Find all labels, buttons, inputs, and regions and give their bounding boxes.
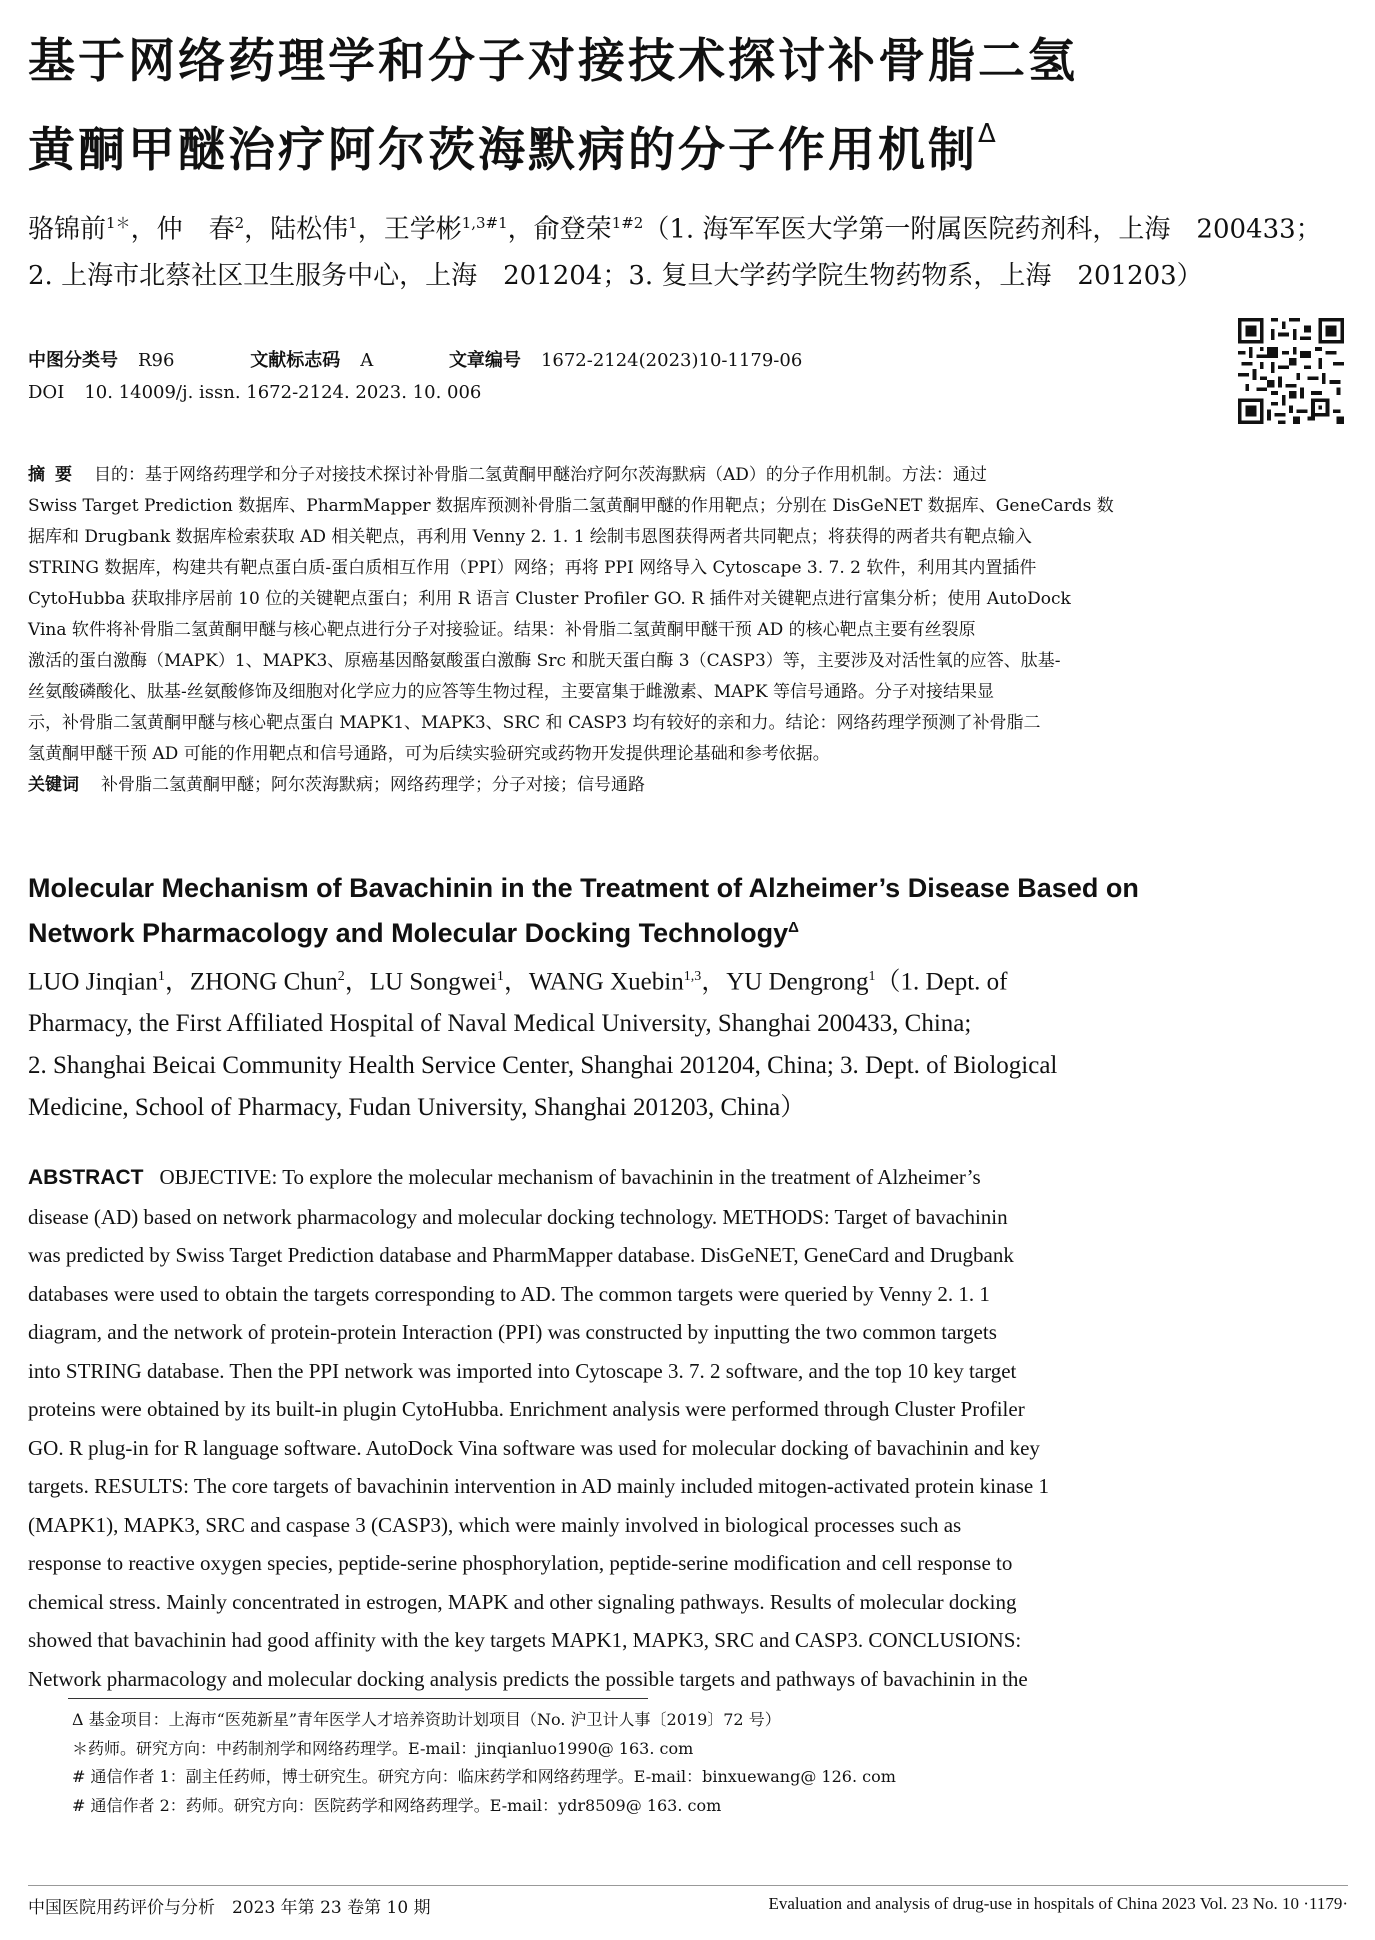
english-title xyxy=(28,868,1358,953)
article-meta xyxy=(28,345,802,409)
abstract-cn-line: Swiss Target Prediction 数据库、PharmMapper 数据库预测补骨脂二氢黄酮甲醚的作用靶点；分别在 DisGeNET 数据库、GeneCards 数 xyxy=(28,496,1114,516)
chinese-affiliation-start: （1. 海军军医大学第一附属医院药剂科，上海 200433； xyxy=(643,214,1322,245)
abstract-en-line: chemical stress. Mainly concentrated in estrogen, MAPK and other signaling pathways. Results of molecular docking xyxy=(28,1589,1017,1614)
abstract-cn-line: 激活的蛋白激酶（MAPK）1、MAPK3、原癌基因酪氨酸蛋白激酶 Src 和胱天蛋白酶 3（CASP3）等，主要涉及对活性氧的应答、肽基- xyxy=(28,651,1061,671)
keywords-cn-value: 补骨脂二氢黄酮甲醚；阿尔茨海默病；网络药理学；分子对接；信号通路 xyxy=(101,775,645,795)
abstract-cn-label: 摘要 xyxy=(28,465,82,485)
article-no-label: 文章编号 xyxy=(448,350,521,371)
abstract-cn-line: 丝氨酸磷酸化、肽基-丝氨酸修饰及细胞对化学应力的应答等生物过程，主要富集于雌激素、MAPK 等信号通路。分子对接结果显 xyxy=(28,682,994,702)
abstract-en-line: diagram, and the network of protein-protein Interaction (PPI) was constructed by inputting the two common targets xyxy=(28,1320,997,1344)
qr-code-icon[interactable] xyxy=(1238,318,1344,424)
keywords-cn xyxy=(28,770,1348,801)
abstract-en-line: databases were used to obtain the targets corresponding to AD. The common targets were queried by Venny 2. 1. 1 xyxy=(28,1281,990,1306)
chinese-abstract xyxy=(28,460,1348,801)
footer-divider xyxy=(28,1885,1348,1886)
footnotes xyxy=(72,1706,896,1820)
footnote-corresponding-2: # 通信作者 2：药师。研究方向：医院药学和网络药理学。E-mail：ydr8509@ 163. com xyxy=(72,1795,722,1815)
english-title-line-2: Network Pharmacology and Molecular Docking Technology$^\Delta$ xyxy=(28,918,799,948)
abstract-en-line: disease (AD) based on network pharmacology and molecular docking technology. METHODS: Target of bavachinin xyxy=(28,1204,1008,1229)
meta-row-classification xyxy=(28,345,802,377)
keywords-cn-label: 关键词 xyxy=(28,775,79,795)
english-title-line-1: Molecular Mechanism of Bavachinin in the Treatment of Alzheimer’s Disease Based on xyxy=(28,873,1139,903)
chinese-authors xyxy=(28,200,1348,299)
abstract-cn-line: 氢黄酮甲醚干预 AD 可能的作用靶点和信号通路，可为后续实验研究或药物开发提供理论基础和参考依据。 xyxy=(28,744,830,764)
english-authors xyxy=(28,956,1358,1129)
abstract-en-line: ABSTRACT OBJECTIVE: To explore the molecular mechanism of bavachinin in the treatment of Alzheimer’s xyxy=(28,1165,981,1189)
abstract-cn-line: 摘要 目的：基于网络药理学和分子对接技术探讨补骨脂二氢黄酮甲醚治疗阿尔茨海默病（AD）的分子作用机制。方法：通过 xyxy=(28,465,987,485)
abstract-en-line: GO. R plug-in for R language software. AutoDock Vina software was used for molecular docking of bavachinin and key xyxy=(28,1435,1040,1460)
footnote-divider xyxy=(68,1698,648,1699)
english-affiliation-line-2: Pharmacy, the First Affiliated Hospital of Naval Medical University, Shanghai 200433, China; xyxy=(28,1010,972,1038)
doc-code-value: A xyxy=(360,350,374,371)
abstract-en-line: proteins were obtained by its built-in plugin CytoHubba. Enrichment analysis were performed through Cluster Profiler xyxy=(28,1397,1025,1421)
abstract-en-label: ABSTRACT xyxy=(28,1166,144,1189)
abstract-en-line: was predicted by Swiss Target Prediction database and PharmMapper database. DisGeNET, GeneCard and Drugbank xyxy=(28,1243,1014,1267)
abstract-cn-line: 据库和 Drugbank 数据库检索获取 AD 相关靶点，再利用 Venny 2. 1. 1 绘制韦恩图获得两者共同靶点；将获得的两者共有靶点输入 xyxy=(28,527,1032,547)
english-affiliation-line-3: 2. Shanghai Beicai Community Health Service Center, Shanghai 201204, China; 3. Dept. of Biological xyxy=(28,1052,1058,1080)
english-abstract xyxy=(28,1158,1358,1698)
doc-code-label: 文献标志码 xyxy=(250,350,341,371)
clc-value: R96 xyxy=(138,350,175,371)
footnote-funding: Δ 基金项目：上海市“医苑新星”青年医学人才培养资助计划项目（No. 沪卫计人事〔2019〕72 号） xyxy=(72,1710,781,1729)
funding-mark: Δ xyxy=(978,119,999,149)
english-authors-line-1: LUO Jinqian$^1$，ZHONG Chun$^2$，LU Songwei$^1$，WANG Xuebin$^{1,3}$，YU Dengrong$^1$（1. Dept. of xyxy=(28,968,1008,996)
footnote-corresponding-1: # 通信作者 1：副主任药师，博士研究生。研究方向：临床药学和网络药理学。E-mail：binxuewang@ 126. com xyxy=(72,1767,896,1786)
doi-value: 10. 14009/j. issn. 1672-2124. 2023. 10. 006 xyxy=(84,382,482,403)
abstract-cn-line: CytoHubba 获取排序居前 10 位的关键靶点蛋白；利用 R 语言 Cluster Profiler GO. R 插件对关键靶点进行富集分析；使用 AutoDock xyxy=(28,589,1071,609)
abstract-en-line: (MAPK1), MAPK3, SRC and caspase 3 (CASP3), which were mainly involved in biological processes such as xyxy=(28,1512,962,1537)
journal-footer-en: Evaluation and analysis of drug-use in hospitals of China 2023 Vol. 23 No. 10 ·1179· xyxy=(768,1894,1348,1913)
chinese-title-line-1: 基于网络药理学和分子对接技术探讨补骨脂二氢 xyxy=(28,34,1078,89)
english-affiliation-line-4: Medicine, School of Pharmacy, Fudan University, Shanghai 201203, China） xyxy=(28,1094,806,1122)
abstract-cn-line: STRING 数据库，构建共有靶点蛋白质-蛋白质相互作用（PPI）网络；再将 PPI 网络导入 Cytoscape 3. 7. 2 软件，利用其内置插件 xyxy=(28,558,1037,578)
abstract-en-line: into STRING database. Then the PPI network was imported into Cytoscape 3. 7. 2 software, and the top 10 key target xyxy=(28,1358,1017,1383)
abstract-cn-line: Vina 软件将补骨脂二氢黄酮甲醚与核心靶点进行分子对接验证。结果：补骨脂二氢黄酮甲醚干预 AD 的核心靶点主要有丝裂原 xyxy=(28,620,976,640)
abstract-en-line: Network pharmacology and molecular docking analysis predicts the possible targets and pathways of bavachinin in the xyxy=(28,1666,1028,1691)
abstract-cn-line: 示，补骨脂二氢黄酮甲醚与核心靶点蛋白 MAPK1、MAPK3、SRC 和 CASP3 均有较好的亲和力。结论：网络药理学预测了补骨脂二 xyxy=(28,713,1041,733)
clc-label: 中图分类号 xyxy=(28,350,118,371)
meta-row-doi xyxy=(28,377,802,409)
abstract-en-line: response to reactive oxygen species, peptide-serine phosphorylation, peptide-serine modification and cell response to xyxy=(28,1551,1013,1575)
doi-label: DOI xyxy=(28,382,65,403)
chinese-authors-line-1: 骆锦前$^{1*}$，仲 春$^2$，陆松伟$^1$，王学彬$^{1,3\#1}$，俞登荣$^{1\#2}$（1. 海军军医大学第一附属医院药剂科，上海 200433； xyxy=(28,214,1322,245)
chinese-affiliation-line-2: 2. 上海市北蔡社区卫生服务中心，上海 201204；3. 复旦大学药学院生物药物系，上海 201203） xyxy=(28,260,1203,291)
abstract-en-line: showed that bavachinin had good affinity with the key targets MAPK1, MAPK3, SRC and CASP3. CONCLUSIONS: xyxy=(28,1628,1022,1652)
chinese-title-line-2: 黄酮甲醚治疗阿尔茨海默病的分子作用机制$^\Delta$ xyxy=(28,119,999,178)
footnote-first-author: ＊药师。研究方向：中药制剂学和网络药理学。E-mail：jinqianluo1990@ 163. com xyxy=(72,1738,694,1758)
abstract-en-line: targets. RESULTS: The core targets of bavachinin intervention in AD mainly included mitogen-activated protein kinase 1 xyxy=(28,1474,1049,1498)
article-no-value: 1672-2124(2023)10-1179-06 xyxy=(540,350,803,371)
chinese-title xyxy=(28,26,1348,187)
english-funding-mark: Δ xyxy=(788,919,799,936)
journal-footer-cn: 中国医院用药评价与分析 2023 年第 23 卷第 10 期 xyxy=(28,1898,431,1918)
